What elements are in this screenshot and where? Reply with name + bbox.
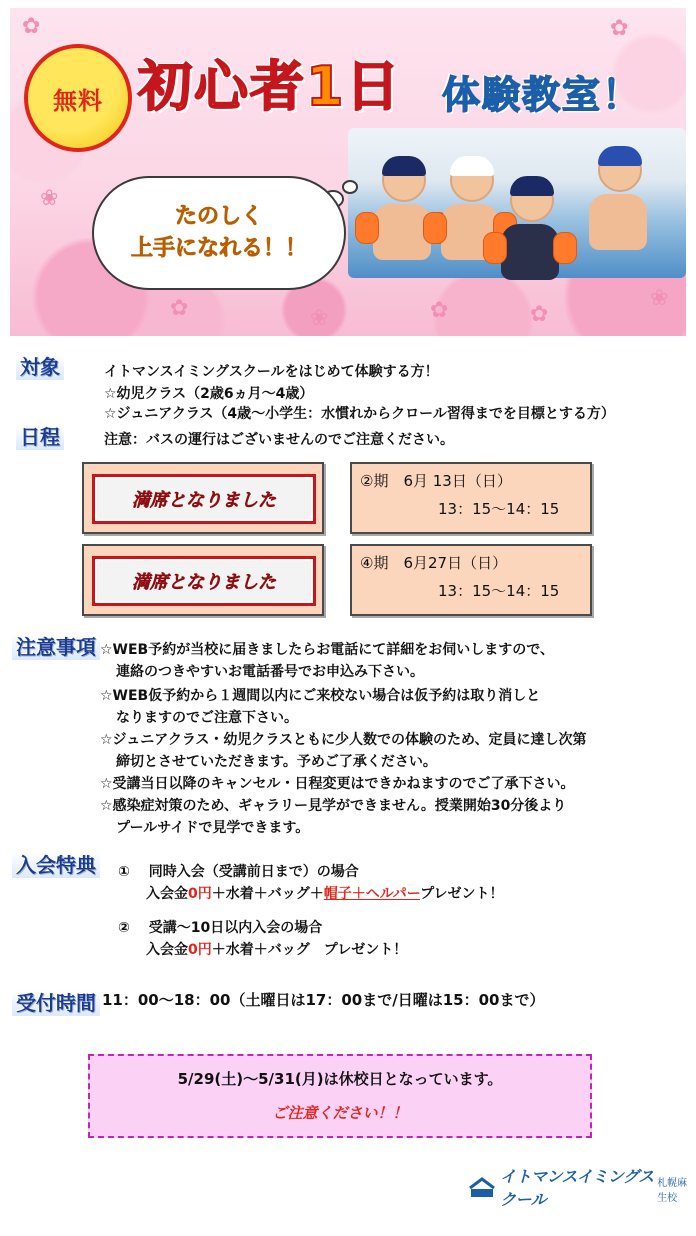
schedule-slot-full bbox=[82, 462, 324, 534]
full-stamp bbox=[92, 556, 316, 606]
section-label-target: 対象 bbox=[16, 354, 64, 380]
benefit-detail: 入会金0円＋水着＋バッグ＋帽子＋ヘルパープレゼント！ bbox=[146, 886, 504, 902]
benefit-title-text: 受講～10日以内入会の場合 bbox=[148, 920, 323, 936]
schedule-slot-full bbox=[82, 544, 324, 616]
sakura-petal-icon: ❀ bbox=[310, 306, 329, 331]
note-line: ☆ジュニアクラス・幼児クラスともに少人数での体験のため、定員に達し次第 bbox=[100, 732, 587, 748]
sakura-petal-icon: ✿ bbox=[170, 296, 189, 321]
cap-helper-bonus: 帽子＋ヘルパー bbox=[323, 886, 421, 902]
note-line: 締切とさせていただきます。予めご了承ください。 bbox=[116, 754, 437, 770]
child-swimmer bbox=[598, 148, 647, 250]
full-stamp-label: 満席となりました bbox=[132, 490, 276, 511]
note-line: ☆WEB予約が当校に届きましたらお電話にて詳細をお伺いしますので、 bbox=[100, 642, 554, 658]
note-line: なりますのでご注意下さい。 bbox=[116, 710, 298, 726]
full-stamp-label: 満席となりました bbox=[132, 572, 276, 593]
hours-text: 11：00～18：00（土曜日は17：00まで/日曜は15：00まで） bbox=[102, 991, 545, 1009]
schedule-time: 13：15～14：15 bbox=[438, 582, 560, 600]
note-line: プールサイドで見学できます。 bbox=[116, 820, 310, 836]
closure-dates: 5/29(土)～5/31(月)は休校日となっています。 bbox=[177, 1070, 503, 1088]
cloud-line-2: 上手になれる！！ bbox=[130, 236, 307, 261]
schedule-time: 13：15～14：15 bbox=[438, 500, 560, 518]
free-badge-label: 無料 bbox=[53, 86, 103, 115]
benefit-detail: 入会金0円＋水着＋バッグ プレゼント！ bbox=[146, 942, 408, 958]
note-line: 連絡のつきやすいお電話番号でお申込み下さい。 bbox=[116, 664, 424, 680]
section-label-schedule: 日程 bbox=[16, 424, 64, 450]
free-badge bbox=[24, 44, 132, 152]
note-line: ☆感染症対策のため、ギャラリー見学ができません。授業開始30分後より bbox=[100, 798, 567, 814]
closure-notice bbox=[88, 1054, 592, 1138]
benefit-title bbox=[118, 918, 322, 938]
schedule-period: ④期 6月27日（日） bbox=[360, 554, 508, 572]
hero-title: 初心者1日 bbox=[138, 55, 402, 118]
sakura-petal-icon: ❀ bbox=[650, 286, 669, 311]
benefit-number: ① bbox=[118, 864, 130, 880]
sakura-petal-icon: ✿ bbox=[530, 302, 549, 327]
sakura-petal-icon: ❀ bbox=[40, 186, 59, 211]
schedule-slot bbox=[350, 544, 592, 616]
note-line: ☆受講当日以降のキャンセル・日程変更はできかねますのでご了承下さい。 bbox=[100, 776, 575, 792]
logo-branch: 札幌麻生校 bbox=[657, 1178, 688, 1204]
sakura-petal-icon: ✿ bbox=[430, 298, 449, 323]
full-stamp bbox=[92, 474, 316, 524]
schedule-period: ②期 6月 13日（日） bbox=[360, 472, 512, 490]
closure-caution: ご注意ください！！ bbox=[272, 1104, 408, 1122]
section-label-hours: 受付時間 bbox=[12, 990, 100, 1016]
benefit-title bbox=[118, 862, 359, 882]
schedule-slot bbox=[350, 462, 592, 534]
sakura-petal-icon: ✿ bbox=[610, 16, 629, 41]
benefit-number: ② bbox=[118, 920, 130, 936]
section-label-benefits: 入会特典 bbox=[12, 852, 100, 878]
child-swimmer bbox=[510, 178, 559, 280]
iss-logo-icon bbox=[468, 1176, 496, 1198]
cloud-line-1: たのしく bbox=[174, 204, 263, 229]
section-label-notes: 注意事項 bbox=[12, 634, 100, 660]
note-line: ☆WEB仮予約から１週間以内にご来校ない場合は仮予約は取り消しと bbox=[100, 688, 541, 704]
target-line: ☆ジュニアクラス（4歳～小学生：水慣れからクロール習得までを目標とする方） bbox=[104, 406, 615, 422]
logo-name: イトマンスイミングスクール bbox=[500, 1167, 654, 1209]
benefit-title-text: 同時入会（受講前日まで）の場合 bbox=[148, 864, 359, 880]
speech-cloud bbox=[92, 176, 346, 290]
hero-subtitle: 体験教室！ bbox=[442, 73, 643, 117]
zero-fee: 0円 bbox=[188, 942, 212, 958]
schedule-note: 注意：バスの運行はございませんのでご注意ください。 bbox=[104, 432, 454, 448]
sakura-petal-icon: ✿ bbox=[22, 14, 41, 39]
zero-fee: 0円 bbox=[188, 886, 212, 902]
child-swimmer bbox=[382, 158, 431, 260]
hero-banner bbox=[10, 8, 686, 336]
school-logo bbox=[468, 1167, 696, 1209]
target-line: イトマンスイミングスクールをはじめて体験する方！ bbox=[104, 364, 439, 380]
target-line: ☆幼児クラス（2歳6ヵ月～4歳） bbox=[104, 386, 314, 402]
